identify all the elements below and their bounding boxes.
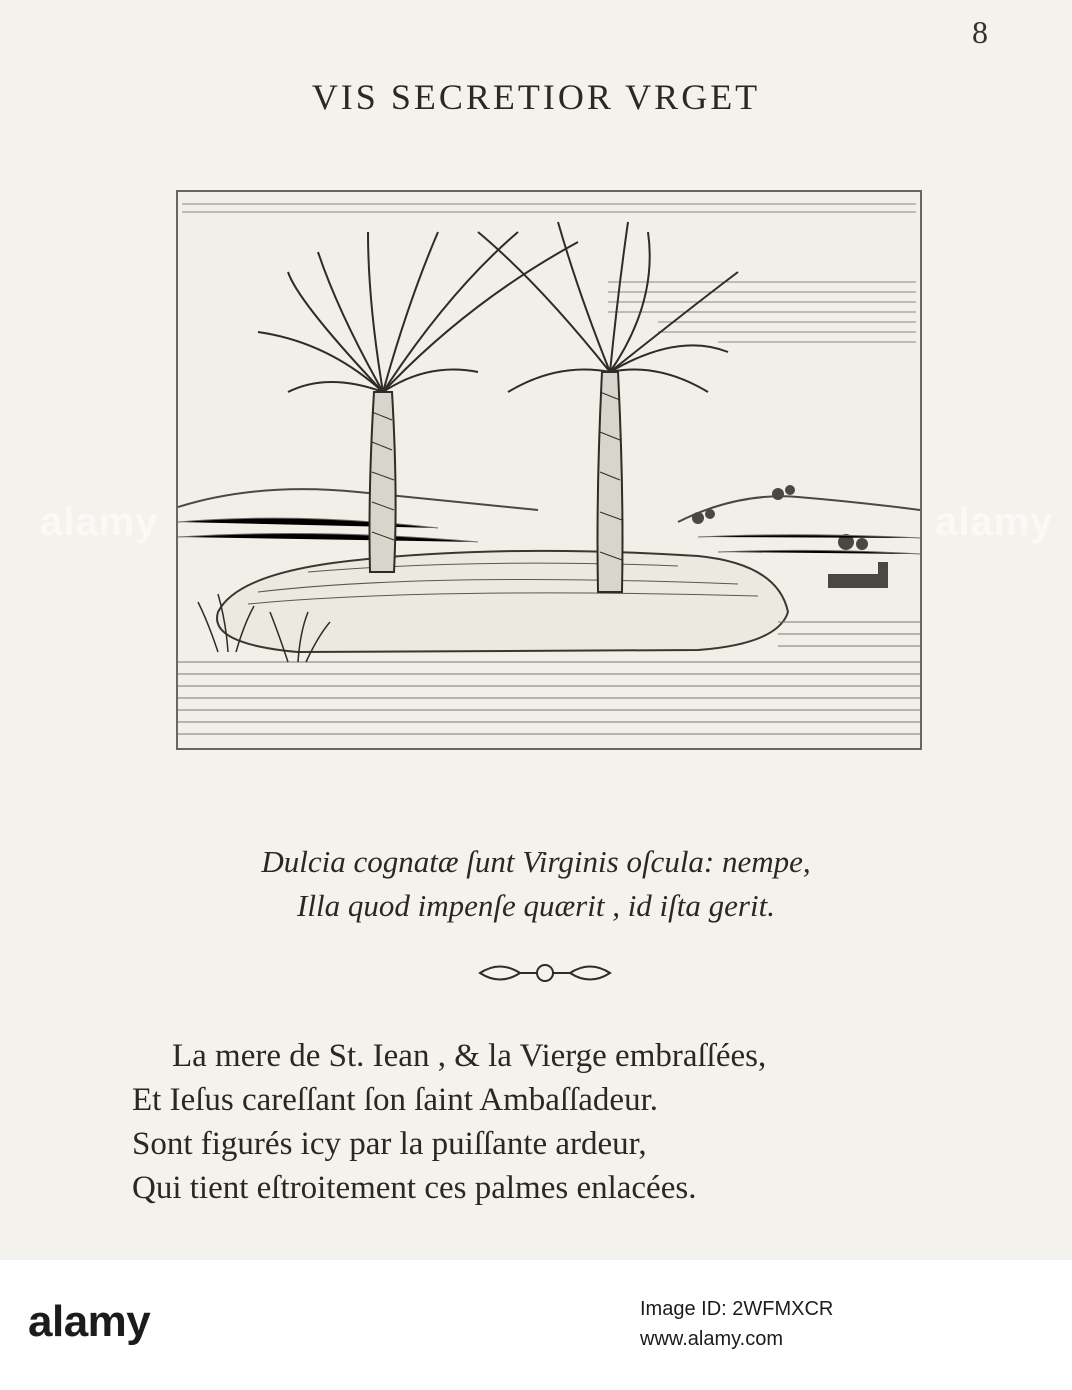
site-url: www.alamy.com (640, 1328, 783, 1350)
palm-trees-engraving (178, 192, 920, 748)
french-verse (132, 1034, 766, 1210)
footer-image-info (640, 1294, 833, 1354)
latin-verse (0, 840, 1072, 928)
watermark: alamy (40, 500, 159, 544)
motto-title: VIS SECRETIOR VRGET (311, 77, 761, 117)
french-line: La mere de St. Iean , & la Vierge embraſſées, (172, 1038, 767, 1074)
footer-logo: alamy (28, 1297, 151, 1346)
footer-bar (0, 1260, 1072, 1390)
latin-line: Illa quod impenſe quærit , id iſta gerit. (297, 888, 775, 923)
watermark: alamy (935, 500, 1054, 544)
fleuron-icon (470, 958, 620, 988)
image-id: Image ID: 2WFMXCR (640, 1298, 834, 1320)
french-line: Qui tient eſtroitement ces palmes enlacées. (132, 1170, 697, 1206)
french-line: Sont figurés icy par la puiſſante ardeur, (132, 1126, 647, 1162)
latin-line: Dulcia cognatæ ſunt Virginis oſcula: nempe, (261, 844, 811, 879)
engraving-plate (176, 190, 922, 750)
page-number: 8 (972, 14, 988, 50)
french-line: Et Ieſus careſſant ſon ſaint Ambaſſadeur. (132, 1082, 659, 1118)
fleuron-ornament (470, 958, 620, 992)
